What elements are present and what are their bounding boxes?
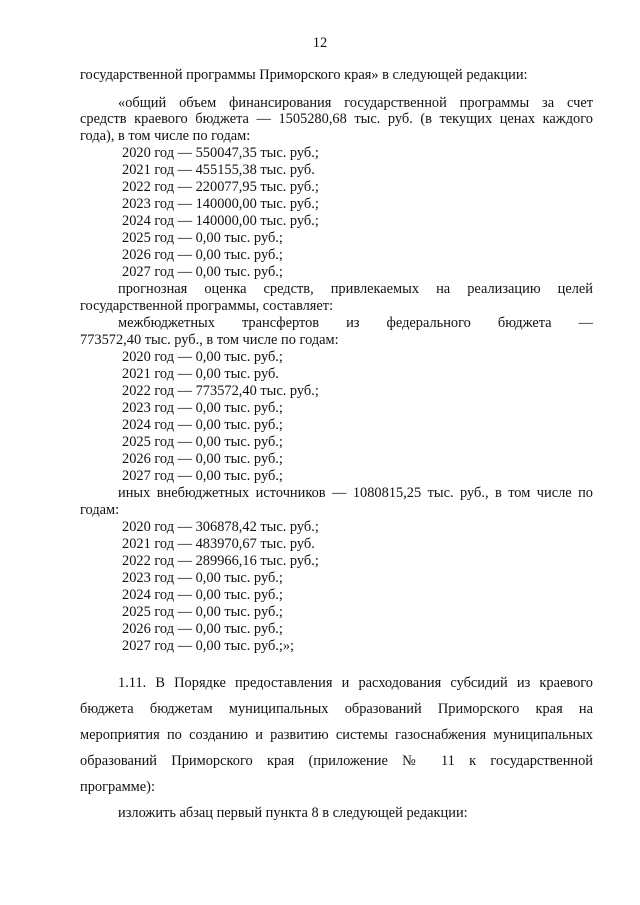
extrabudget-year-line: 2021 год — 483970,67 тыс. руб. bbox=[122, 536, 315, 552]
extrabudget-year-line: 2027 год — 0,00 тыс. руб.;»; bbox=[122, 638, 295, 654]
paragraph-line: программе): bbox=[80, 779, 155, 795]
paragraph-line: изложить абзац первый пункта 8 в следующей редакции: bbox=[118, 805, 468, 821]
extrabudget-year-line: 2022 год — 289966,16 тыс. руб.; bbox=[122, 553, 319, 569]
paragraph-line: образований Приморского края (приложение № 11 к государственной bbox=[80, 753, 593, 769]
text-line: иных внебюджетных источников — 1080815,25 тыс. руб., в том числе по bbox=[118, 485, 593, 501]
budget-year-line: 2027 год — 0,00 тыс. руб.; bbox=[122, 264, 283, 280]
budget-year-line: 2025 год — 0,00 тыс. руб.; bbox=[122, 230, 283, 246]
text-line: межбюджетных трансфертов из федерального бюджета — bbox=[118, 315, 593, 331]
federal-year-line: 2027 год — 0,00 тыс. руб.; bbox=[122, 468, 283, 484]
text-line: государственной программы Приморского края» в следующей редакции: bbox=[80, 67, 528, 83]
paragraph-line: мероприятия по созданию и развитию системы газоснабжения муниципальных bbox=[80, 727, 593, 743]
federal-year-line: 2024 год — 0,00 тыс. руб.; bbox=[122, 417, 283, 433]
budget-year-line: 2023 год — 140000,00 тыс. руб.; bbox=[122, 196, 319, 212]
text-line: прогнозная оценка средств, привлекаемых на реализацию целей bbox=[118, 281, 593, 297]
text-line: года), в том числе по годам: bbox=[80, 128, 251, 144]
extrabudget-year-line: 2025 год — 0,00 тыс. руб.; bbox=[122, 604, 283, 620]
budget-year-line: 2026 год — 0,00 тыс. руб.; bbox=[122, 247, 283, 263]
budget-year-line: 2024 год — 140000,00 тыс. руб.; bbox=[122, 213, 319, 229]
text-line: 773572,40 тыс. руб., в том числе по годам: bbox=[80, 332, 339, 348]
federal-year-line: 2023 год — 0,00 тыс. руб.; bbox=[122, 400, 283, 416]
text-line: «общий объем финансирования государственной программы за счет bbox=[118, 95, 593, 111]
page-number: 12 bbox=[312, 35, 328, 51]
text-line: средств краевого бюджета — 1505280,68 тыс. руб. (в текущих ценах каждого bbox=[80, 111, 593, 127]
federal-year-line: 2026 год — 0,00 тыс. руб.; bbox=[122, 451, 283, 467]
federal-year-line: 2021 год — 0,00 тыс. руб. bbox=[122, 366, 279, 382]
federal-year-line: 2020 год — 0,00 тыс. руб.; bbox=[122, 349, 283, 365]
federal-year-line: 2025 год — 0,00 тыс. руб.; bbox=[122, 434, 283, 450]
paragraph-line: бюджета бюджетам муниципальных образований Приморского края на bbox=[80, 701, 593, 717]
budget-year-line: 2021 год — 455155,38 тыс. руб. bbox=[122, 162, 315, 178]
text-line: государственной программы, составляет: bbox=[80, 298, 334, 314]
text-line: годам: bbox=[80, 502, 120, 518]
federal-year-line: 2022 год — 773572,40 тыс. руб.; bbox=[122, 383, 319, 399]
budget-year-line: 2022 год — 220077,95 тыс. руб.; bbox=[122, 179, 319, 195]
extrabudget-year-line: 2023 год — 0,00 тыс. руб.; bbox=[122, 570, 283, 586]
extrabudget-year-line: 2020 год — 306878,42 тыс. руб.; bbox=[122, 519, 319, 535]
extrabudget-year-line: 2026 год — 0,00 тыс. руб.; bbox=[122, 621, 283, 637]
extrabudget-year-line: 2024 год — 0,00 тыс. руб.; bbox=[122, 587, 283, 603]
budget-year-line: 2020 год — 550047,35 тыс. руб.; bbox=[122, 145, 319, 161]
paragraph-line: 1.11. В Порядке предоставления и расходования субсидий из краевого bbox=[118, 675, 593, 691]
